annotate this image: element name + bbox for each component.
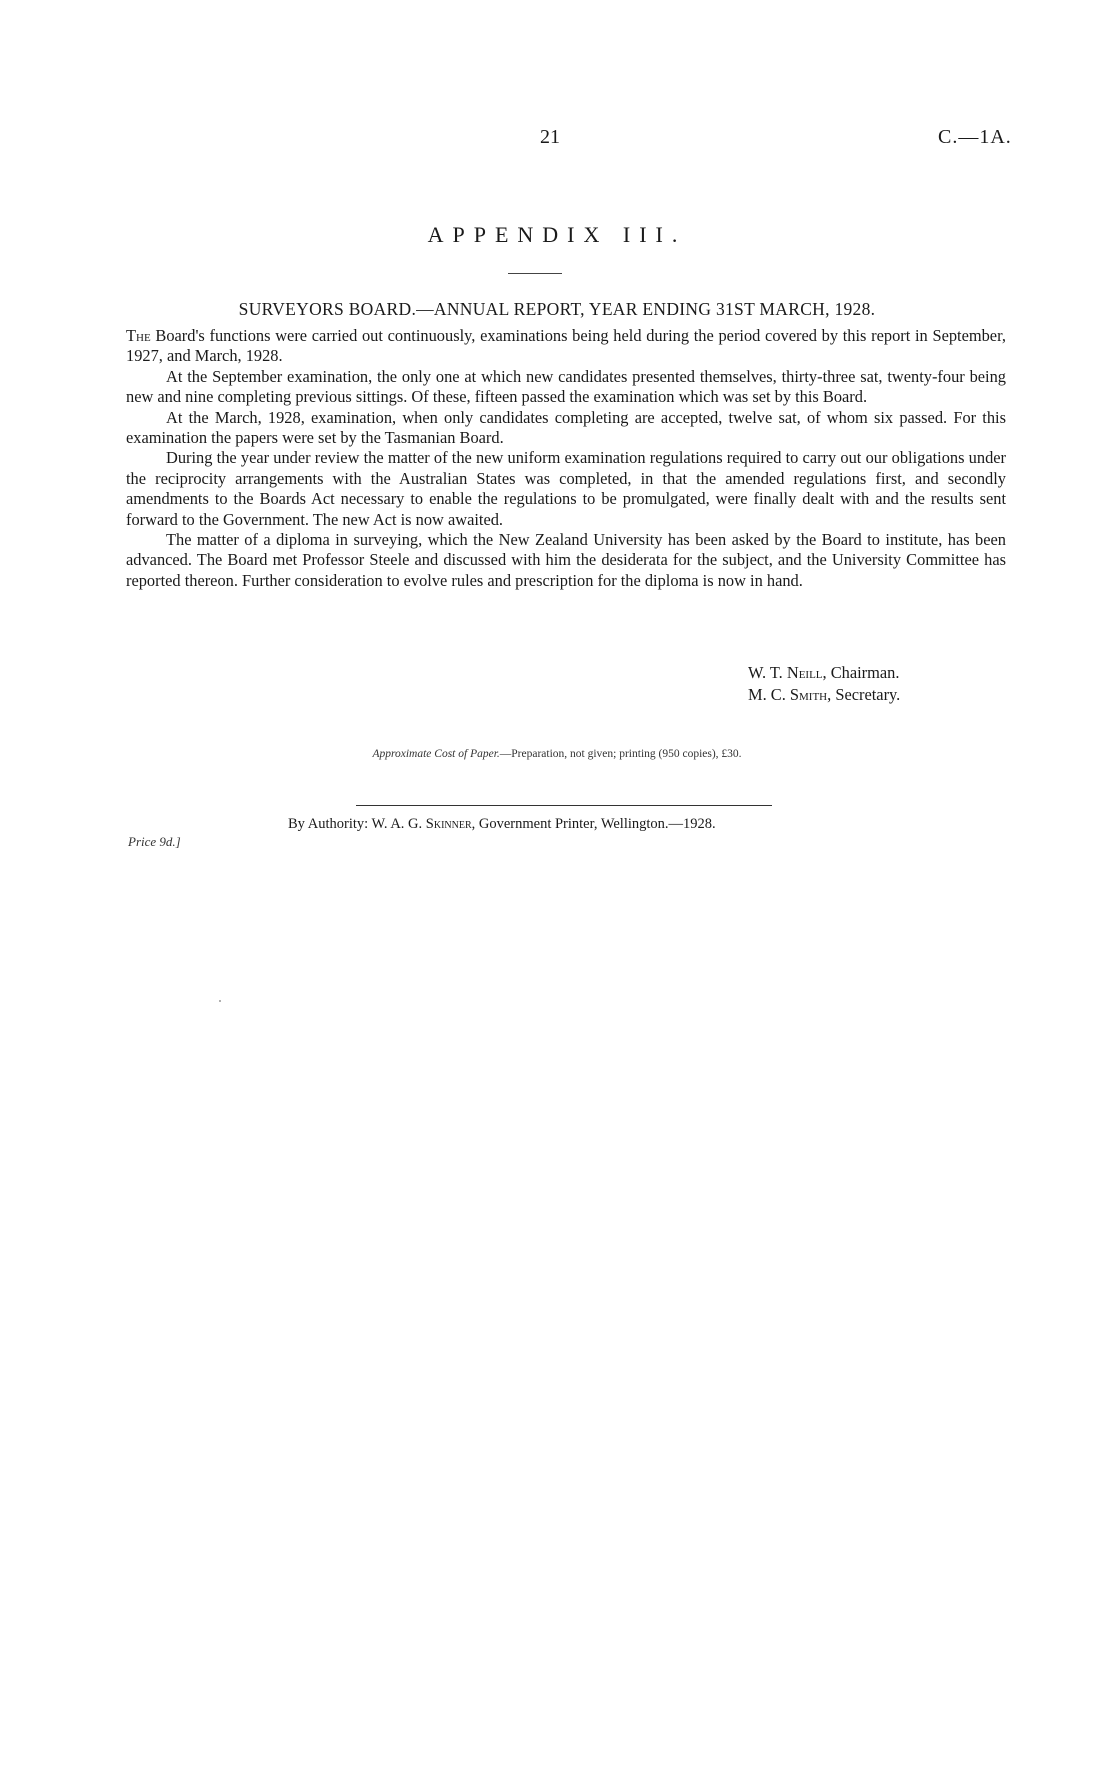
authority-line xyxy=(288,816,716,833)
secretary-title: , Secretary. xyxy=(827,685,901,704)
chairman-name: Neill xyxy=(786,663,823,682)
secretary-initials: M. C. xyxy=(748,685,790,704)
secretary-signature xyxy=(748,684,900,706)
secretary-name: Smith xyxy=(789,685,828,704)
document-reference: C.—1A. xyxy=(938,126,1012,148)
paragraph-3: At the March, 1928, examination, when only candidates completing are accepted, twelve sat, of whom six passed. For this examination the papers were set by the Tasmanian Board. xyxy=(126,407,1006,448)
scan-speck xyxy=(219,1000,221,1002)
cost-note xyxy=(0,748,1114,760)
authority-suffix: , Government Printer, Wellington.—1928. xyxy=(471,816,716,832)
report-body xyxy=(126,326,1006,591)
report-title: SURVEYORS BOARD.—ANNUAL REPORT, YEAR ENDING 31ST MARCH, 1928. xyxy=(238,299,876,319)
cost-label: Approximate Cost of Paper. xyxy=(372,748,500,760)
footer-divider xyxy=(356,805,772,806)
paragraph-1 xyxy=(126,326,1006,367)
price-note: Price 9d.] xyxy=(128,834,181,849)
appendix-title: APPENDIX III. xyxy=(427,222,687,247)
chairman-signature xyxy=(748,662,900,684)
paragraph-5: The matter of a diploma in surveying, which the New Zealand University has been asked by the Board to institute, has been advanced. The Board met Professor Steele and discussed with him the desiderata for the subject, and the University Committee has reported thereon. Further consideration to evolve rules and prescription for the diploma is now in hand. xyxy=(126,530,1006,590)
paragraph-2: At the September examination, the only one at which new candidates presented themselves, thirty-three sat, twenty-four being new and nine completing previous sittings. Of these, fifteen passed the examination which was set by this Board. xyxy=(126,366,1006,407)
title-divider xyxy=(508,273,562,274)
printer-name: Skinner xyxy=(425,816,472,832)
chairman-initials: W. T. xyxy=(748,663,787,682)
page-number: 21 xyxy=(540,126,560,148)
chairman-title: , Chairman. xyxy=(822,663,900,682)
signature-block xyxy=(748,662,900,706)
cost-text: —Preparation, not given; printing (950 copies), £30. xyxy=(499,748,742,760)
paragraph-1-text: Board's functions were carried out continuously, examinations being held during the period covered by this report in September, 1927, and March, 1928. xyxy=(126,326,1006,366)
paragraph-1-lead: The xyxy=(126,326,151,345)
paragraph-4: During the year under review the matter of the new uniform examination regulations required to carry out our obligations under the reciprocity arrangements with the Australian States was completed, in that the amended regulations first, and secondly amendments to the Boards Act necessary to enable the regulations to be promulgated, were finally dealt with and the results sent forward to the Government. The new Act is now awaited. xyxy=(126,448,1006,529)
authority-prefix: By Authority: W. A. G. xyxy=(288,816,426,832)
